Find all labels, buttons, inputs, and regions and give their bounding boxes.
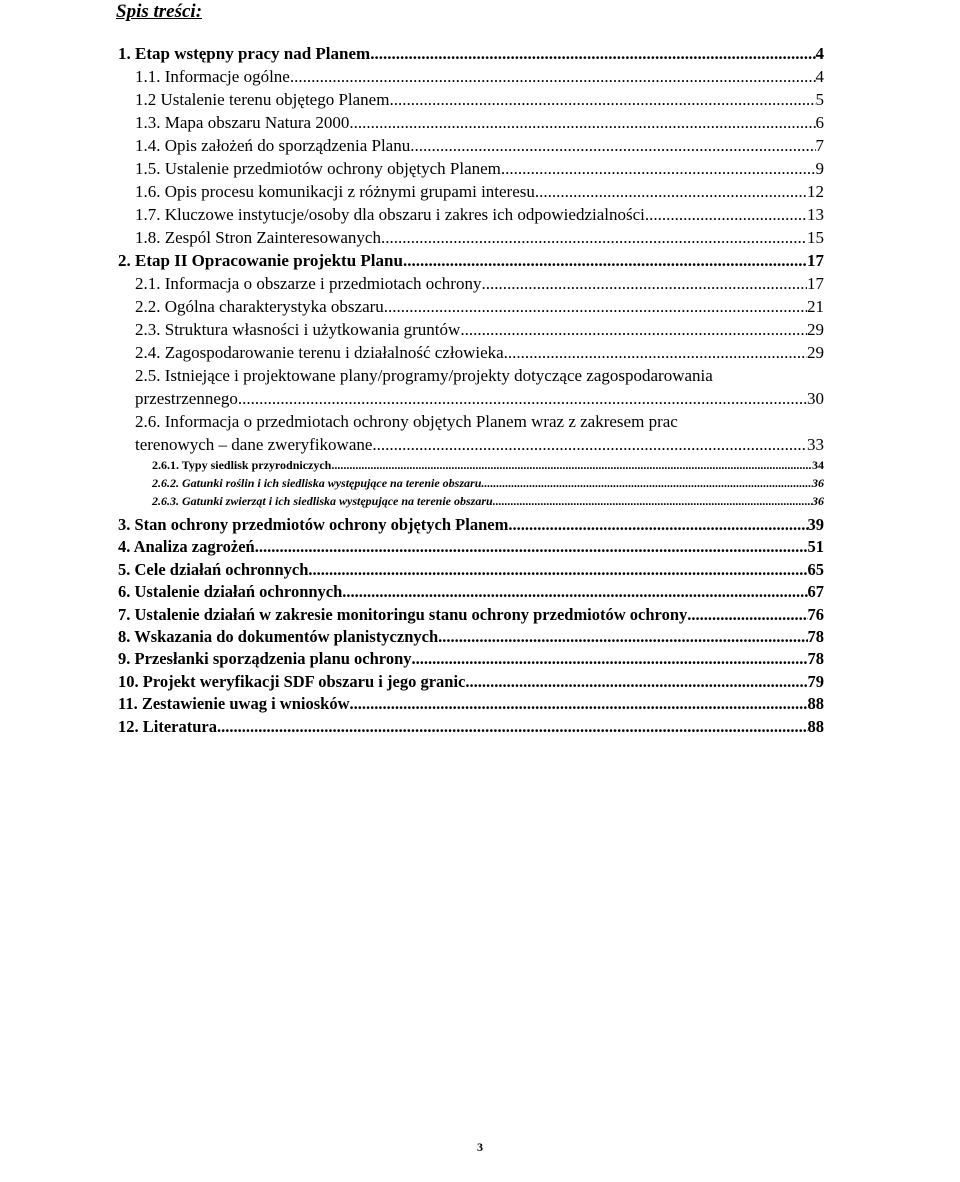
toc-entry-page: 76 (807, 604, 824, 624)
toc-leader (349, 111, 815, 134)
toc-entry-page: 9 (815, 159, 824, 178)
toc-entry-page: 7 (815, 136, 824, 155)
toc-entry-page: 13 (807, 205, 824, 224)
toc-entry-page: 51 (807, 537, 824, 557)
toc-entry-page: 6 (815, 113, 824, 132)
toc-entry[interactable] (116, 671, 824, 693)
toc-entry-label: 4. Analiza zagrożeń (118, 537, 255, 557)
toc-entry[interactable] (116, 581, 824, 603)
toc-leader (403, 249, 807, 272)
toc-leader (342, 581, 807, 603)
toc-entry[interactable] (116, 648, 824, 670)
toc-leader (372, 433, 807, 456)
toc-entry-page: 36 (812, 476, 824, 490)
toc-heading: Spis treści: (116, 1, 203, 22)
toc-entry-page: 12 (807, 182, 824, 201)
toc-leader (687, 604, 807, 626)
toc-entry[interactable] (116, 456, 824, 474)
toc-entry-label: 2.4. Zagospodarowanie terenu i działalność człowieka (135, 343, 504, 362)
toc-leader (493, 492, 812, 510)
toc-leader (438, 626, 807, 648)
toc-entry-label: 1.1. Informacje ogólne (135, 67, 290, 86)
toc-entry-label: 5. Cele działań ochronnych (118, 559, 309, 579)
toc-entry-page: 21 (807, 297, 824, 316)
toc-entry-page: 30 (807, 389, 824, 408)
toc-entry-label: 2.6.3. Gatunki zwierząt i ich siedliska występujące na terenie obszaru (152, 494, 493, 508)
toc-entry[interactable] (116, 716, 824, 738)
toc-entry[interactable] (116, 226, 824, 249)
toc-entry-label: 2.1. Informacja o obszarze i przedmiotach ochrony (135, 274, 482, 293)
toc-entry-label: 2.6. Informacja o przedmiotach ochrony objętych Planem wraz z zakresem prac (135, 412, 678, 431)
toc-entry[interactable] (116, 536, 824, 558)
toc-entry-page: 36 (812, 494, 824, 508)
toc-entry-page: 39 (807, 515, 824, 534)
page-number: 3 (477, 1140, 483, 1154)
toc-entry-page: 88 (807, 694, 824, 714)
toc-entry[interactable] (116, 341, 824, 364)
toc-leader (412, 648, 808, 670)
toc-entry[interactable] (116, 295, 824, 318)
toc-leader (381, 226, 807, 249)
toc-leader (645, 203, 807, 226)
toc-entry-label: 2.6.1. Typy siedlisk przyrodniczych (152, 458, 332, 472)
toc-entry[interactable] (116, 249, 824, 272)
toc-entry[interactable] (116, 203, 824, 226)
toc-entry-page: 34 (812, 458, 824, 472)
toc-entry-page: 29 (807, 320, 824, 339)
toc-entry[interactable] (116, 157, 824, 180)
toc-leader (217, 716, 808, 738)
table-of-contents (116, 42, 824, 738)
toc-leader (508, 514, 807, 536)
toc-entry-label: 2. Etap II Opracowanie projektu Planu (118, 251, 403, 270)
toc-leader (331, 456, 812, 474)
toc-entry-label: 9. Przesłanki sporządzenia planu ochrony (118, 649, 412, 669)
toc-entry-page: 4 (815, 67, 824, 86)
toc-leader (481, 474, 812, 492)
toc-leader (290, 65, 816, 88)
toc-entry[interactable] (116, 514, 824, 536)
toc-entry[interactable] (116, 410, 824, 456)
toc-entry-page: 5 (815, 90, 824, 109)
toc-entry-page: 17 (807, 251, 824, 270)
toc-entry-label: 12. Literatura (118, 716, 217, 736)
toc-entry[interactable] (116, 559, 824, 581)
toc-entry[interactable] (116, 272, 824, 295)
toc-leader (460, 318, 807, 341)
toc-entry[interactable] (116, 693, 824, 715)
toc-entry-label-continued: terenowych – dane zweryfikowane (135, 435, 373, 454)
toc-entry-label: 1.2 Ustalenie terenu objętego Planem (135, 90, 390, 109)
toc-leader (389, 88, 815, 111)
toc-entry-label: 7. Ustalenie działań w zakresie monitoringu stanu ochrony przedmiotów ochrony (118, 604, 688, 624)
toc-entry[interactable] (116, 42, 824, 65)
toc-entry-label: 1.7. Kluczowe instytucje/osoby dla obszaru i zakres ich odpowiedzialności (135, 205, 645, 224)
toc-entry-label: 2.2. Ogólna charakterystyka obszaru (135, 297, 384, 316)
toc-entry-label: 8. Wskazania do dokumentów planistycznych (118, 627, 439, 647)
toc-entry-label: 1. Etap wstępny pracy nad Planem (118, 44, 371, 63)
toc-entry-page: 4 (815, 44, 824, 63)
toc-entry[interactable] (116, 111, 824, 134)
toc-entry-label: 2.6.2. Gatunki roślin i ich siedliska występujące na terenie obszaru (152, 476, 482, 490)
toc-entry-label: 2.5. Istniejące i projektowane plany/programy/projekty dotyczące zagospodarowania (135, 366, 713, 385)
toc-leader (308, 559, 807, 581)
toc-leader (501, 157, 816, 180)
toc-entry[interactable] (116, 604, 824, 626)
toc-entry-page: 78 (807, 627, 824, 647)
toc-entry-label: 2.3. Struktura własności i użytkowania gruntów (135, 320, 461, 339)
toc-leader (504, 341, 807, 364)
toc-entry-label: 3. Stan ochrony przedmiotów ochrony objętych Planem (118, 515, 509, 534)
toc-entry[interactable] (116, 134, 824, 157)
toc-entry-page: 88 (807, 716, 824, 736)
toc-entry-page: 15 (807, 228, 824, 247)
toc-entry-label: 1.4. Opis założeń do sporządzenia Planu (135, 136, 411, 155)
toc-leader (410, 134, 815, 157)
toc-entry[interactable] (116, 65, 824, 88)
toc-entry[interactable] (116, 88, 824, 111)
toc-entry[interactable] (116, 474, 824, 492)
toc-entry-page: 17 (807, 274, 824, 293)
toc-entry-page: 65 (807, 559, 824, 579)
toc-entry-page: 29 (807, 343, 824, 362)
toc-leader (349, 693, 807, 715)
toc-entry[interactable] (116, 626, 824, 648)
toc-entry[interactable] (116, 318, 824, 341)
toc-leader (465, 671, 807, 693)
toc-entry-label: 1.5. Ustalenie przedmiotów ochrony objętych Planem (135, 159, 501, 178)
toc-leader (481, 272, 807, 295)
toc-entry-label: 1.8. Zespól Stron Zainteresowanych (135, 228, 381, 247)
toc-leader (384, 295, 807, 318)
toc-entry-page: 67 (807, 582, 824, 602)
toc-leader (535, 180, 807, 203)
toc-leader (370, 42, 815, 65)
toc-entry[interactable] (116, 492, 824, 510)
toc-leader (255, 536, 808, 558)
toc-entry-label: 6. Ustalenie działań ochronnych (118, 582, 343, 602)
toc-entry-label: 1.3. Mapa obszaru Natura 2000 (135, 113, 350, 132)
toc-leader (238, 387, 807, 410)
toc-entry[interactable] (116, 180, 824, 203)
toc-entry-page: 79 (807, 671, 824, 691)
toc-entry-label-continued: przestrzennego (135, 389, 238, 408)
toc-entry-label: 1.6. Opis procesu komunikacji z różnymi grupami interesu (135, 182, 535, 201)
toc-entry-label: 11. Zestawienie uwag i wniosków (118, 694, 350, 714)
toc-entry-page: 33 (807, 435, 824, 454)
toc-entry[interactable] (116, 364, 824, 410)
toc-entry-page: 78 (807, 649, 824, 669)
toc-entry-label: 10. Projekt weryfikacji SDF obszaru i jego granic (118, 671, 466, 691)
